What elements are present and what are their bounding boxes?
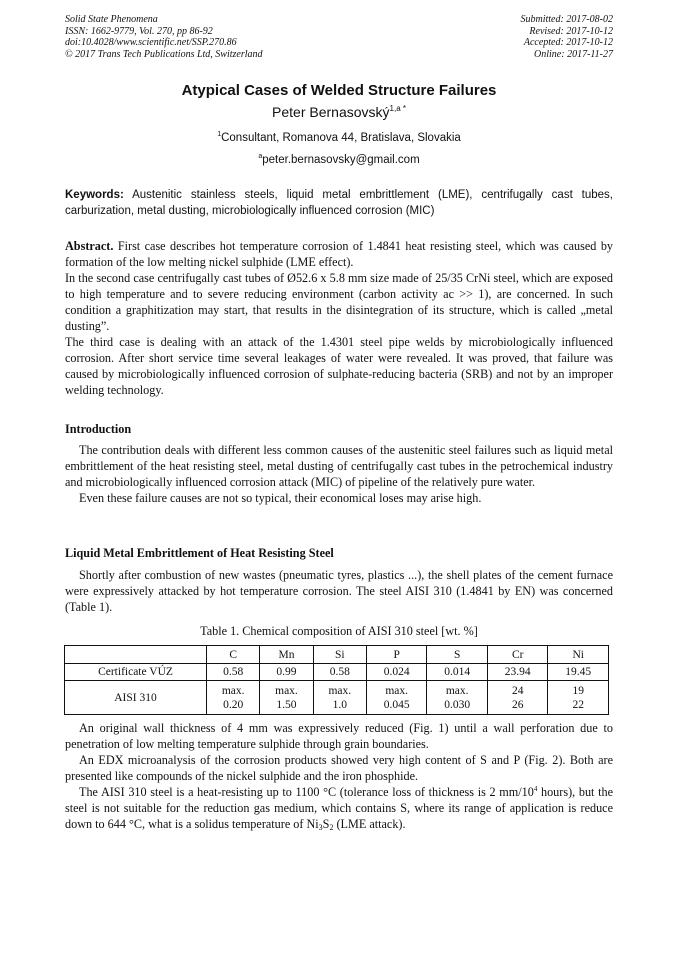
abstract [65,238,613,398]
table-cell [487,681,548,715]
cell-bottom: 0.045 [383,698,410,711]
introduction [65,442,613,506]
p3-sub2: 2 [329,823,334,832]
cell-top: max. [385,684,409,697]
table-cell [260,681,313,715]
table-caption: Table 1. Chemical composition of AISI 310 steel [wt. %] [200,624,478,638]
table-cell [313,681,366,715]
table-cell [427,681,488,715]
online-date: Online: 2017-11-27 [534,48,613,60]
abstract-p3: The third case is dealing with an attack of the 1.4301 steel pipe welds by microbiologically influenced corrosion. After short service time several leakages of water were revealed. It was proved, that failure was caused by microbiologically influenced corrosion of sulphate-reducing bacteria (SRB) and not by an improper welding technology. [65,335,613,397]
copyright-line: © 2017 Trans Tech Publications Ltd, Switzerland [65,48,263,60]
table-header-cell [65,646,207,664]
affiliation [0,131,678,144]
table-row-label: Certificate VÚZ [65,664,207,681]
lme-heading: Liquid Metal Embrittlement of Heat Resisting Steel [65,546,334,560]
cell-bottom: 0.030 [444,698,471,711]
table-cell: 0.58 [207,664,260,681]
table-header-cell: S [427,646,488,664]
table-cell: 0.014 [427,664,488,681]
p3-part-b: hours), but the steel is not suitable for the reduction gas medium, which contains S, where its range of application is reduce down to 644 °C, what is a solidus temperature of Ni [65,785,613,831]
p3-part-d: (LME attack). [333,817,406,831]
doi-line[interactable]: doi:10.4028/www.scientific.net/SSP.270.86 [65,37,237,48]
p3-sup: 4 [533,785,538,793]
cell-top: max. [328,684,352,697]
journal-header [65,14,263,60]
table-header-cell: Si [313,646,366,664]
abstract-p1 [65,238,613,270]
table-header-cell: Mn [260,646,313,664]
introduction-p1: The contribution deals with different less common causes of the austenitic steel failures such as liquid metal embrittlement of the heat resisting steel, metal dusting of centrifugally cast tubes in the petrochemical industry and microbiologically influenced corrosion attack (MIC) of pipeline of the relatively pure water. [65,443,613,489]
p3-part-c: S [322,817,330,831]
after-table-p2: An EDX microanalysis of the corrosion products showed very high content of S and P (Fig. 2). Both are presented like compounds of the nickel sulphide and the iron phosphide. [65,753,613,783]
chemical-composition-table [64,645,609,715]
table-cell: 19.45 [548,664,609,681]
table-header-cell: P [366,646,427,664]
after-table-p1: An original wall thickness of 4 mm was expressively reduced (Fig. 1) until a wall perforation due to penetration of low melting temperature sulphide through grain boundaries. [65,721,613,751]
abstract-label: Abstract. [65,239,114,253]
author-sup: 1,a * [389,104,406,113]
cell-bottom: 1.0 [332,698,347,711]
cell-bottom: 1.50 [276,698,297,711]
cell-top: 19 [572,684,584,697]
table-cell [207,681,260,715]
cell-top: max. [221,684,245,697]
journal-name: Solid State Phenomena [65,14,158,25]
keywords [65,187,613,219]
table-header-row [65,646,609,664]
table-cell [366,681,427,715]
after-table-p3 [65,784,613,832]
cell-bottom: 26 [511,698,524,711]
email-link[interactable]: peter.bernasovsky@gmail.com [262,154,420,166]
cell-bottom: 0.20 [223,698,244,711]
cell-top: 24 [511,684,524,697]
email-line [0,153,678,166]
table-cell [548,681,609,715]
p3-part-a: The AISI 310 steel is a heat-resisting up to 1100 °C (tolerance loss of thickness is 2 mm/10 [79,785,534,799]
accepted-date: Accepted: 2017-10-12 [523,37,613,48]
issn-line: ISSN: 1662-9779, Vol. 270, pp 86-92 [65,25,213,37]
table-row [65,664,609,681]
revised-date: Revised: 2017-10-12 [529,25,613,37]
table-cell: 23.94 [487,664,548,681]
post-table-text [65,720,613,832]
abstract-p2: In the second case centrifugally cast tubes of Ø52.6 x 5.8 mm size made of 25/35 CrNi steel, which are exposed to high temperature and to severe reducing environment (carbon activity ac >> 1), are concerned. In such condition a graphitization may start, that results in the disintegration of its structure, which is called „metal dusting”. [65,271,613,333]
paper-title: Atypical Cases of Welded Structure Failures [181,82,497,99]
lme-p1: Shortly after combustion of new wastes (pneumatic tyres, plastics ...), the shell plates of the cement furnace were expressively attacked by hot temperature corrosion. The steel AISI 310 (1.4841 by EN) was concerned (Table 1). [65,568,613,614]
author-line [0,104,678,120]
table-header-cell: C [207,646,260,664]
table-header-cell: Cr [487,646,548,664]
introduction-p2: Even these failure causes are not so typical, their economical loses may arise high. [79,491,482,505]
cell-top: max. [275,684,298,697]
introduction-heading: Introduction [65,422,132,436]
p3-sub1: 3 [318,823,323,832]
submitted-date: Submitted: 2017-08-02 [520,14,613,25]
table-row-label: AISI 310 [65,681,207,715]
table-cell: 0.58 [313,664,366,681]
affiliation-text: Consultant, Romanova 44, Bratislava, Slovakia [221,132,461,144]
table-cell: 0.024 [366,664,427,681]
dates-header [521,14,614,60]
keywords-label: Keywords: [65,189,124,201]
table-row [65,681,609,715]
cell-bottom: 22 [572,698,584,711]
table-header-cell: Ni [548,646,609,664]
affiliation-sup: 1 [217,131,222,138]
keywords-text: Austenitic stainless steels, liquid metal embrittlement (LME), centrifugally cast tubes, carburization, metal dusting, microbiologically influenced corrosion (MIC) [65,189,613,217]
author-name: Peter Bernasovský [272,104,390,120]
email-sup: a [258,153,263,160]
cell-top: max. [445,684,469,697]
table-cell: 0.99 [260,664,313,681]
lme-section [65,567,613,615]
abstract-p1-text: First case describes hot temperature corrosion of 1.4841 heat resisting steel, which was caused by formation of the low melting nickel sulphide (LME effect). [65,239,614,269]
